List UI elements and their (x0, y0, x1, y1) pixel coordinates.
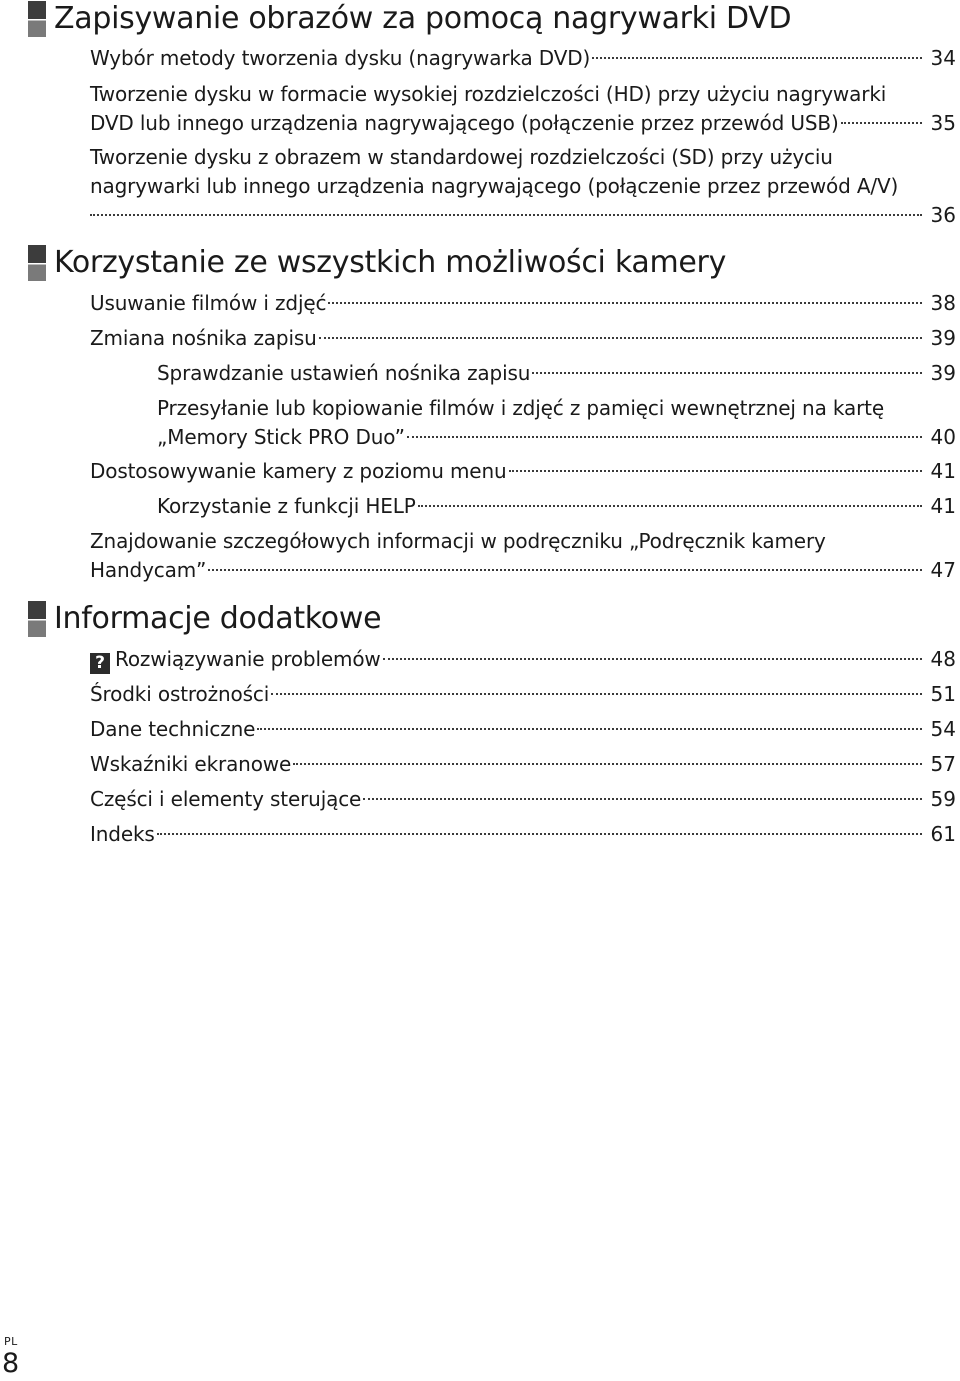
toc-entry-text: Korzystanie z funkcji HELP (157, 494, 416, 518)
dot-leader (257, 728, 922, 730)
toc-page-number: 59 (930, 787, 956, 811)
toc-entry-text: Przesyłanie lub kopiowanie filmów i zdjęć z pamięci wewnętrznej na kartę (157, 396, 884, 420)
dot-leader (418, 505, 922, 507)
toc-entry-text: Dane techniczne (90, 717, 256, 741)
toc-subentry[interactable] (157, 492, 956, 521)
toc-entry-text: nagrywarki lub innego urządzenia nagrywającego (połączenie przez przewód A/V) (90, 174, 899, 198)
section-heading (28, 245, 726, 281)
toc-page-number: 38 (930, 291, 956, 315)
dot-leader (407, 436, 922, 438)
toc-entry[interactable] (90, 80, 956, 138)
toc-entry[interactable] (90, 324, 956, 353)
toc-page-number: 34 (930, 46, 956, 70)
toc-entry[interactable] (90, 143, 956, 230)
toc-entry-text: Części i elementy sterujące (90, 787, 362, 811)
dot-leader (383, 658, 922, 660)
toc-page-number: 36 (930, 203, 956, 227)
toc-entry-text: Usuwanie filmów i zdjęć (90, 291, 327, 315)
dot-leader (509, 470, 922, 472)
toc-entry[interactable] (90, 44, 956, 73)
toc-entry[interactable] (90, 820, 956, 849)
toc-page-number: 41 (930, 459, 956, 483)
toc-entry-text: Zmiana nośnika zapisu (90, 326, 317, 350)
toc-entry[interactable] (90, 785, 956, 814)
toc-entry-text: Indeks (90, 822, 155, 846)
toc-entry-text (90, 645, 381, 674)
dot-leader (532, 372, 922, 374)
toc-entry-text: Sprawdzanie ustawień nośnika zapisu (157, 361, 531, 385)
dot-leader (592, 57, 922, 59)
toc-entry-text: DVD lub innego urządzenia nagrywającego (połączenie przez przewód USB) (90, 111, 839, 135)
toc-entry[interactable] (90, 289, 956, 318)
toc-entry-text: „Memory Stick PRO Duo” (157, 425, 405, 449)
toc-entry-text: Tworzenie dysku z obrazem w standardowej rozdzielczości (SD) przy użyciu (90, 145, 833, 169)
toc-page-number: 48 (930, 647, 956, 671)
dot-leader (271, 693, 922, 695)
section-marker-icon (28, 245, 46, 281)
toc-entry[interactable] (90, 715, 956, 744)
section-heading (28, 1, 791, 37)
section-heading (28, 601, 381, 637)
dot-leader (319, 337, 922, 339)
help-question-icon: ? (90, 653, 110, 674)
toc-entry[interactable] (90, 680, 956, 709)
toc-page-number: 39 (930, 361, 956, 385)
footer-language-code: PL (4, 1335, 18, 1348)
section-marker-icon (28, 601, 46, 637)
toc-page-number: 54 (930, 717, 956, 741)
toc-entry-label: Rozwiązywanie problemów (115, 647, 381, 671)
toc-page-number: 39 (930, 326, 956, 350)
section-title: Korzystanie ze wszystkich możliwości kamery (54, 245, 727, 280)
toc-entry[interactable] (90, 457, 956, 486)
dot-leader (328, 302, 922, 304)
toc-page-number: 35 (930, 111, 956, 135)
dot-leader (293, 763, 922, 765)
toc-page-number: 41 (930, 494, 956, 518)
section-title: Informacje dodatkowe (54, 601, 382, 636)
section-title: Zapisywanie obrazów za pomocą nagrywarki DVD (54, 1, 792, 36)
toc-entry[interactable] (90, 527, 956, 585)
toc-entry-text: Dostosowywanie kamery z poziomu menu (90, 459, 507, 483)
toc-entry-text: Wskaźniki ekranowe (90, 752, 292, 776)
toc-entry-text: Handycam” (90, 558, 207, 582)
toc-subentry[interactable] (157, 394, 956, 452)
dot-leader (90, 214, 922, 216)
dot-leader (157, 833, 922, 835)
toc-page-number: 57 (930, 752, 956, 776)
dot-leader (208, 569, 922, 571)
toc-entry-text: Środki ostrożności (90, 682, 270, 706)
toc-entry-text: Znajdowanie szczegółowych informacji w podręczniku „Podręcznik kamery (90, 529, 826, 553)
dot-leader (363, 798, 922, 800)
toc-entry-text: Wybór metody tworzenia dysku (nagrywarka DVD) (90, 46, 591, 70)
toc-entry[interactable] (90, 750, 956, 779)
toc-page-number: 47 (930, 558, 956, 582)
toc-subentry[interactable] (157, 359, 956, 388)
toc-page-number: 51 (930, 682, 956, 706)
toc-entry[interactable] (90, 645, 956, 674)
toc-page-number: 61 (930, 822, 956, 846)
toc-entry-text: Tworzenie dysku w formacie wysokiej rozdzielczości (HD) przy użyciu nagrywarki (90, 82, 887, 106)
footer-page-number: 8 (2, 1348, 20, 1379)
section-marker-icon (28, 1, 46, 37)
dot-leader (841, 122, 922, 124)
toc-page-number: 40 (930, 425, 956, 449)
